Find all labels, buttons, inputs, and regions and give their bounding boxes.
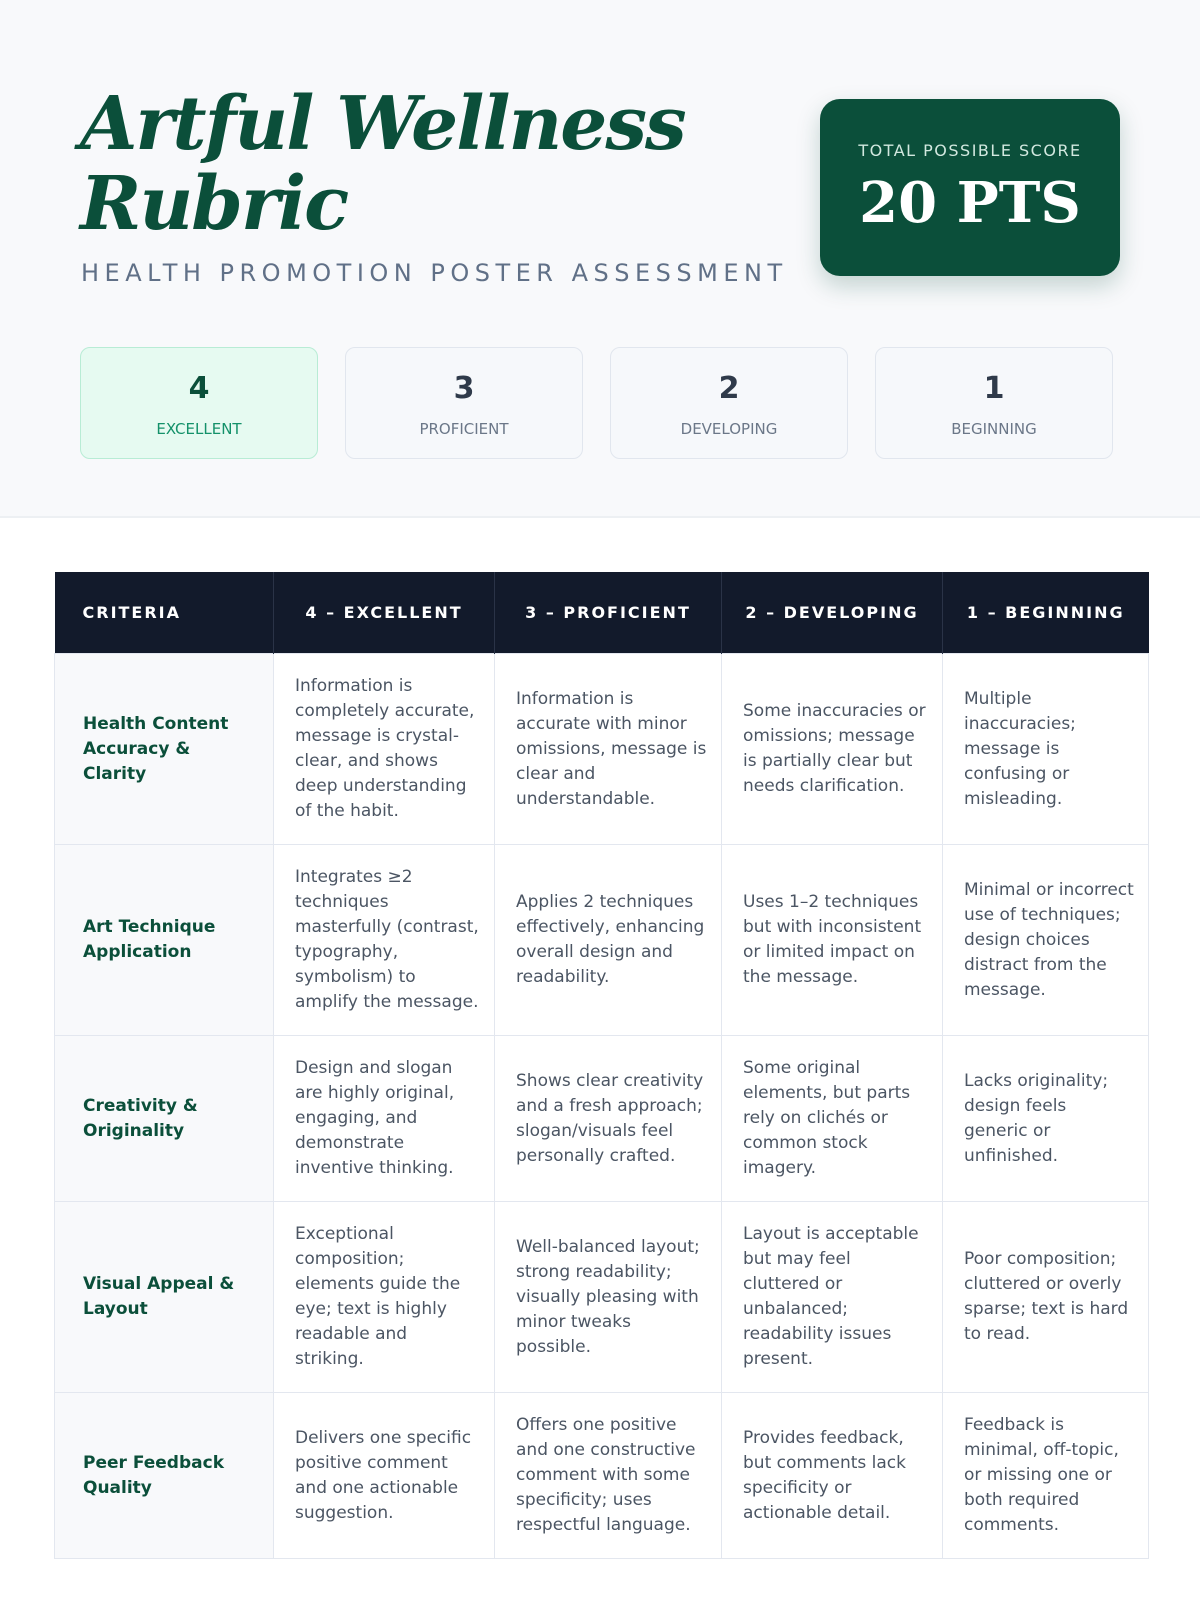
level-card-1 (875, 347, 1113, 459)
level-number: 4 (188, 371, 210, 406)
rubric-cell: Some inaccuracies or omissions; message is partially clear but needs clarification. (722, 654, 943, 845)
total-score-card (820, 99, 1120, 276)
rubric-cell: Applies 2 techniques effectively, enhancing overall design and readability. (495, 845, 722, 1036)
rubric-cell: Poor composition; cluttered or overly sparse; text is hard to read. (943, 1202, 1149, 1393)
level-number: 3 (453, 371, 475, 406)
level-label: DEVELOPING (680, 420, 778, 438)
header-proficient: 3 – PROFICIENT (495, 572, 722, 654)
table-header-row (55, 572, 1149, 654)
rubric-cell: Well-balanced layout; strong readability; visually pleasing with minor tweaks possible. (495, 1202, 722, 1393)
level-legend (80, 347, 1120, 461)
criterion-cell: Visual Appeal & Layout (55, 1202, 274, 1393)
rubric-cell: Lacks originality; design feels generic or unfinished. (943, 1036, 1149, 1202)
level-card-3 (345, 347, 583, 459)
rubric-cell: Some original elements, but parts rely on clichés or common stock imagery. (722, 1036, 943, 1202)
table-row (55, 845, 1149, 1036)
table-row (55, 1393, 1149, 1559)
rubric-cell: Information is accurate with minor omissions, message is clear and understandable. (495, 654, 722, 845)
rubric-cell: Feedback is minimal, off-topic, or missing one or both required comments. (943, 1393, 1149, 1559)
rubric-cell: Shows clear creativity and a fresh approach; slogan/visuals feel personally crafted. (495, 1036, 722, 1202)
level-card-4 (80, 347, 318, 459)
rubric-cell: Information is completely accurate, message is crystal-clear, and shows deep understanding of the habit. (274, 654, 495, 845)
rubric-cell: Integrates ≥2 techniques masterfully (contrast, typography, symbolism) to amplify the message. (274, 845, 495, 1036)
criterion-cell: Art Technique Application (55, 845, 274, 1036)
table-row (55, 1036, 1149, 1202)
criterion-cell: Creativity & Originality (55, 1036, 274, 1202)
header-developing: 2 – DEVELOPING (722, 572, 943, 654)
level-number: 2 (718, 371, 740, 406)
rubric-cell: Exceptional composition; elements guide the eye; text is highly readable and striking. (274, 1202, 495, 1393)
header-beginning: 1 – BEGINNING (943, 572, 1149, 654)
criterion-cell: Health Content Accuracy & Clarity (55, 654, 274, 845)
rubric-cell: Minimal or incorrect use of techniques; design choices distract from the message. (943, 845, 1149, 1036)
level-label: EXCELLENT (156, 420, 242, 438)
level-label: PROFICIENT (419, 420, 509, 438)
page-subtitle: HEALTH PROMOTION POSTER ASSESSMENT (81, 259, 788, 287)
rubric-cell: Uses 1–2 techniques but with inconsistent or limited impact on the message. (722, 845, 943, 1036)
page-title: Artful Wellness Rubric (80, 81, 685, 247)
rubric-cell: Delivers one specific positive comment and one actionable suggestion. (274, 1393, 495, 1559)
table-row (55, 654, 1149, 845)
header-criteria: CRITERIA (55, 572, 274, 654)
rubric-cell: Provides feedback, but comments lack specificity or actionable detail. (722, 1393, 943, 1559)
rubric-cell: Offers one positive and one constructive comment with some specificity; uses respectful language. (495, 1393, 722, 1559)
level-card-2 (610, 347, 848, 459)
rubric-cell: Design and slogan are highly original, engaging, and demonstrate inventive thinking. (274, 1036, 495, 1202)
rubric-table (54, 572, 1149, 1559)
table-row (55, 1202, 1149, 1393)
rubric-cell: Multiple inaccuracies; message is confusing or misleading. (943, 654, 1149, 845)
header-excellent: 4 – EXCELLENT (274, 572, 495, 654)
criterion-cell: Peer Feedback Quality (55, 1393, 274, 1559)
level-label: BEGINNING (951, 420, 1037, 438)
score-label: TOTAL POSSIBLE SCORE (858, 141, 1082, 160)
level-number: 1 (983, 371, 1005, 406)
rubric-cell: Layout is acceptable but may feel cluttered or unbalanced; readability issues present. (722, 1202, 943, 1393)
score-value: 20 PTS (859, 170, 1081, 236)
